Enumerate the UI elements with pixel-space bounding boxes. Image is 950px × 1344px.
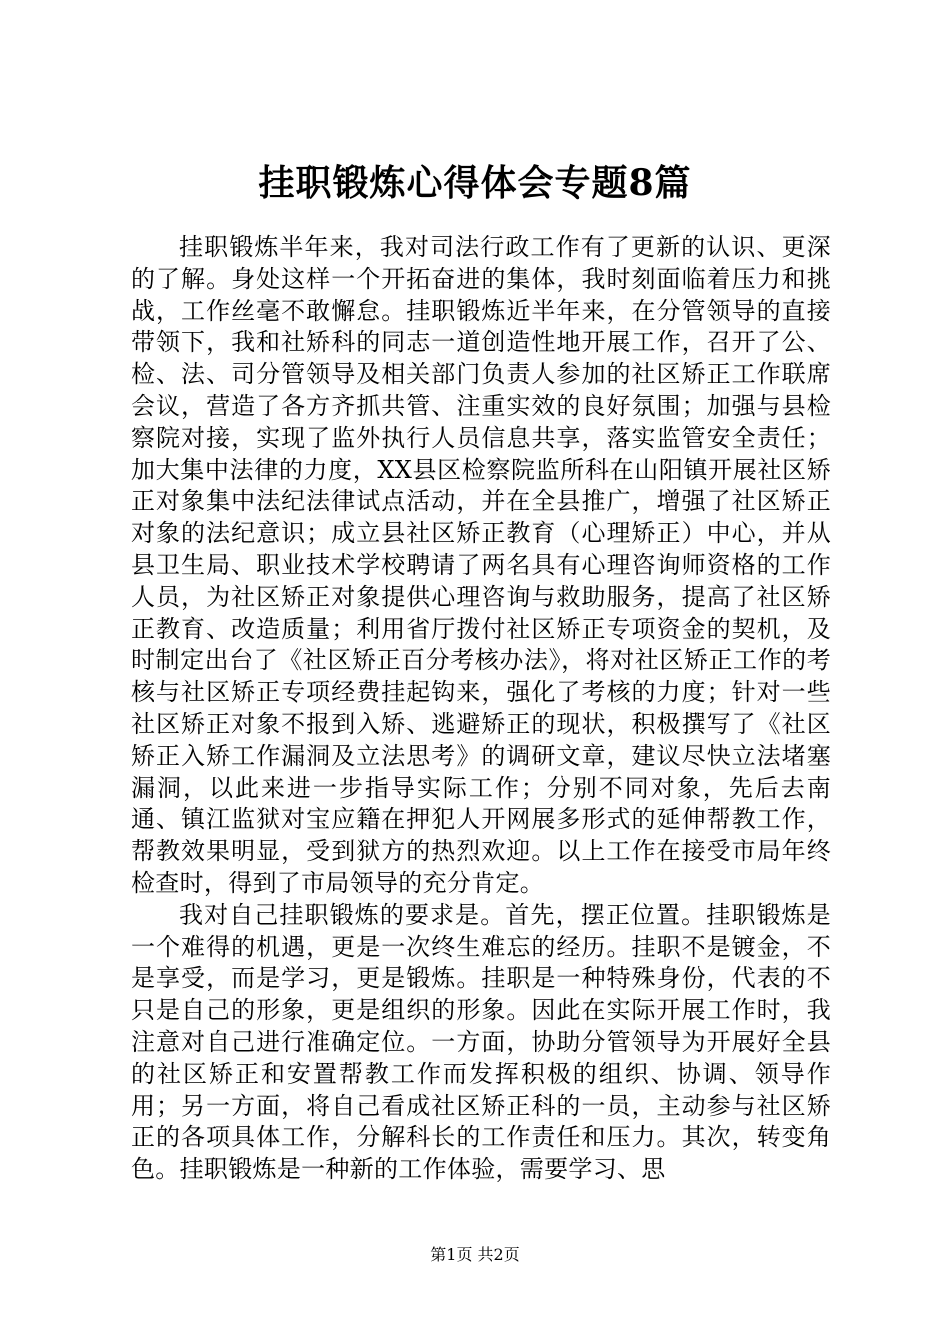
page-footer: [0, 1244, 950, 1266]
paragraph-1: 挂职锻炼半年来，我对司法行政工作有了更新的认识、更深的了解。身处这样一个开拓奋进的集体，我时刻面临着压力和挑战，工作丝毫不敢懈怠。挂职锻炼近半年来，在分管领导的直接带领下，我和社矫科的同志一道创造性地开展工作，召开了公、检、法、司分管领导及相关部门负责人参加的社区矫正工作联席会议，营造了各方齐抓共管、注重实效的良好氛围；加强与县检察院对接，实现了监外执行人员信息共享，落实监管安全责任；加大集中法律的力度，XX县区检察院监所科在山阳镇开展社区矫正对象集中法纪法律试点活动，并在全县推广，增强了社区矫正对象的法纪意识；成立县社区矫正教育（心理矫正）中心，并从县卫生局、职业技术学校聘请了两名具有心理咨询师资格的工作人员，为社区矫正对象提供心理咨询与救助服务，提高了社区矫正教育、改造质量；利用省厅拨付社区矫正专项资金的契机，及时制定出台了《社区矫正百分考核办法》，将对社区矫正工作的考核与社区矫正专项经费挂起钩来，强化了考核的力度；针对一些社区矫正对象不报到入矫、逃避矫正的现状，积极撰写了《社区矫正入矫工作漏洞及立法思考》的调研文章，建议尽快立法堵塞漏洞，以此来进一步指导实际工作；分别不同对象，先后去南通、镇江监狱对宝应籍在押犯人开网展多形式的延伸帮教工作，帮教效果明显，受到狱方的热烈欢迎。以上工作在接受市局年终检查时，得到了市局领导的充分肯定。: [131, 233, 831, 897]
document-title: 挂职锻炼心得体会专题8篇: [258, 162, 692, 204]
document-body: [131, 232, 831, 1186]
page-total: 共2页: [477, 1245, 520, 1264]
page-number: 第1页: [430, 1245, 473, 1264]
paragraph-2: 我对自己挂职锻炼的要求是。首先，摆正位置。挂职锻炼是一个难得的机遇，更是一次终生难忘的经历。挂职不是镀金，不是享受，而是学习，更是锻炼。挂职是一种特殊身份，代表的不只是自己的形象，更是组织的形象。因此在实际开展工作时，我注意对自己进行准确定位。一方面，协助分管领导为开展好全县的社区矫正和安置帮教工作而发挥积极的组织、协调、领导作用；另一方面，将自己看成社区矫正科的一员，主动参与社区矫正的各项具体工作，分解科长的工作责任和压力。其次，转变角色。挂职锻炼是一种新的工作体验，需要学习、思: [131, 900, 831, 1184]
